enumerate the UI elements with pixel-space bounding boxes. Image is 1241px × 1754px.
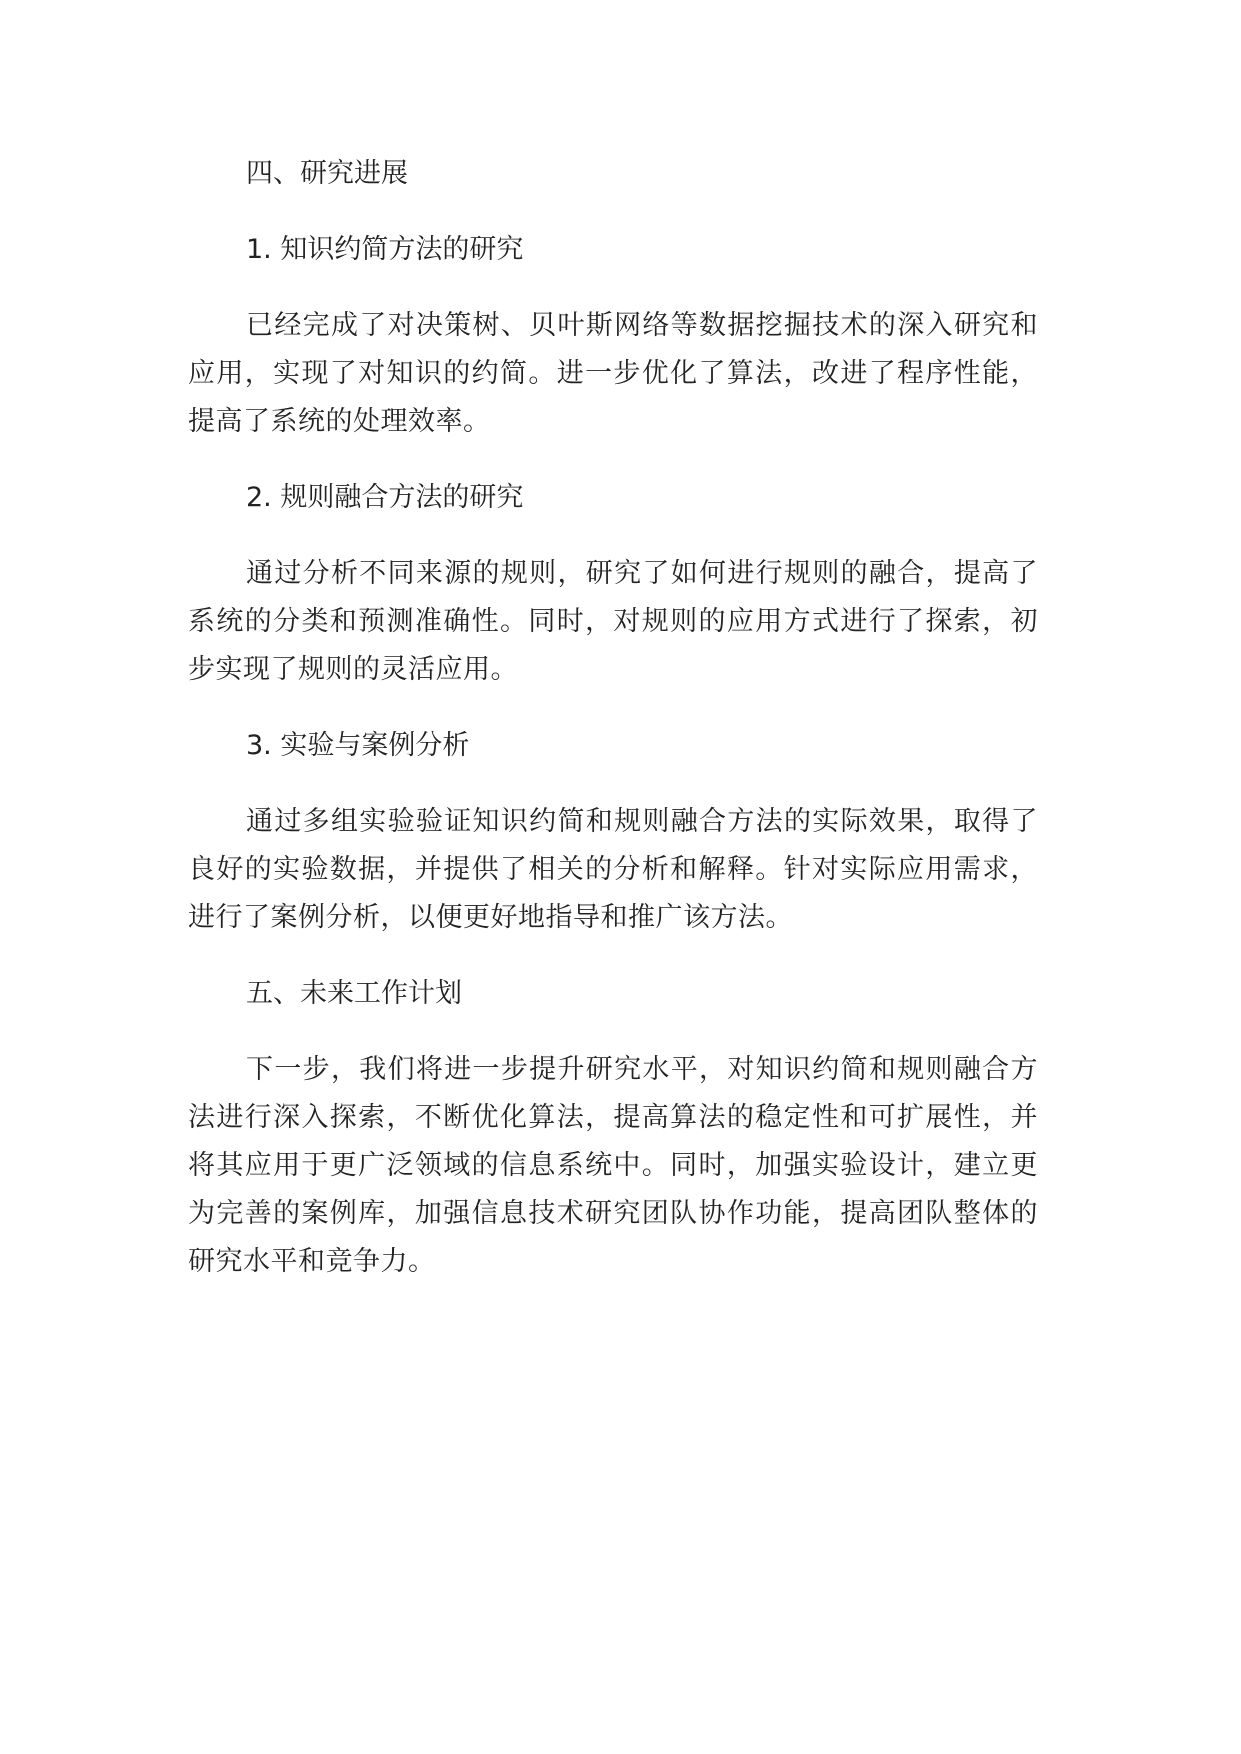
- paragraph-future-plan: 下一步，我们将进一步提升研究水平，对知识约简和规则融合方法进行深入探索，不断优化算法，提高算法的稳定性和可扩展性，并将其应用于更广泛领域的信息系统中。同时，加强实验设计，建立更为完善的案例库，加强信息技术研究团队协作功能，提高团队整体的研究水平和竞争力。: [188, 1054, 1038, 1277]
- subheading-experiments-cases: 3. 实验与案例分析: [246, 730, 470, 761]
- subheading-rule-fusion: 2. 规则融合方法的研究: [246, 482, 524, 513]
- paragraph-experiments-cases: 通过多组实验验证知识约简和规则融合方法的实际效果，取得了良好的实验数据，并提供了相关的分析和解释。针对实际应用需求，进行了案例分析，以便更好地指导和推广该方法。: [188, 806, 1038, 933]
- paragraph-knowledge-reduction: 已经完成了对决策树、贝叶斯网络等数据挖掘技术的深入研究和应用，实现了对知识的约简。进一步优化了算法，改进了程序性能，提高了系统的处理效率。: [188, 310, 1038, 437]
- document-body: [188, 150, 1038, 1286]
- paragraph-rule-fusion: 通过分析不同来源的规则，研究了如何进行规则的融合，提高了系统的分类和预测准确性。同时，对规则的应用方式进行了探索，初步实现了规则的灵活应用。: [188, 558, 1038, 685]
- section-heading-research-progress: 四、研究进展: [246, 158, 408, 189]
- subheading-knowledge-reduction: 1. 知识约简方法的研究: [246, 234, 524, 265]
- section-heading-future-plan: 五、未来工作计划: [246, 978, 462, 1009]
